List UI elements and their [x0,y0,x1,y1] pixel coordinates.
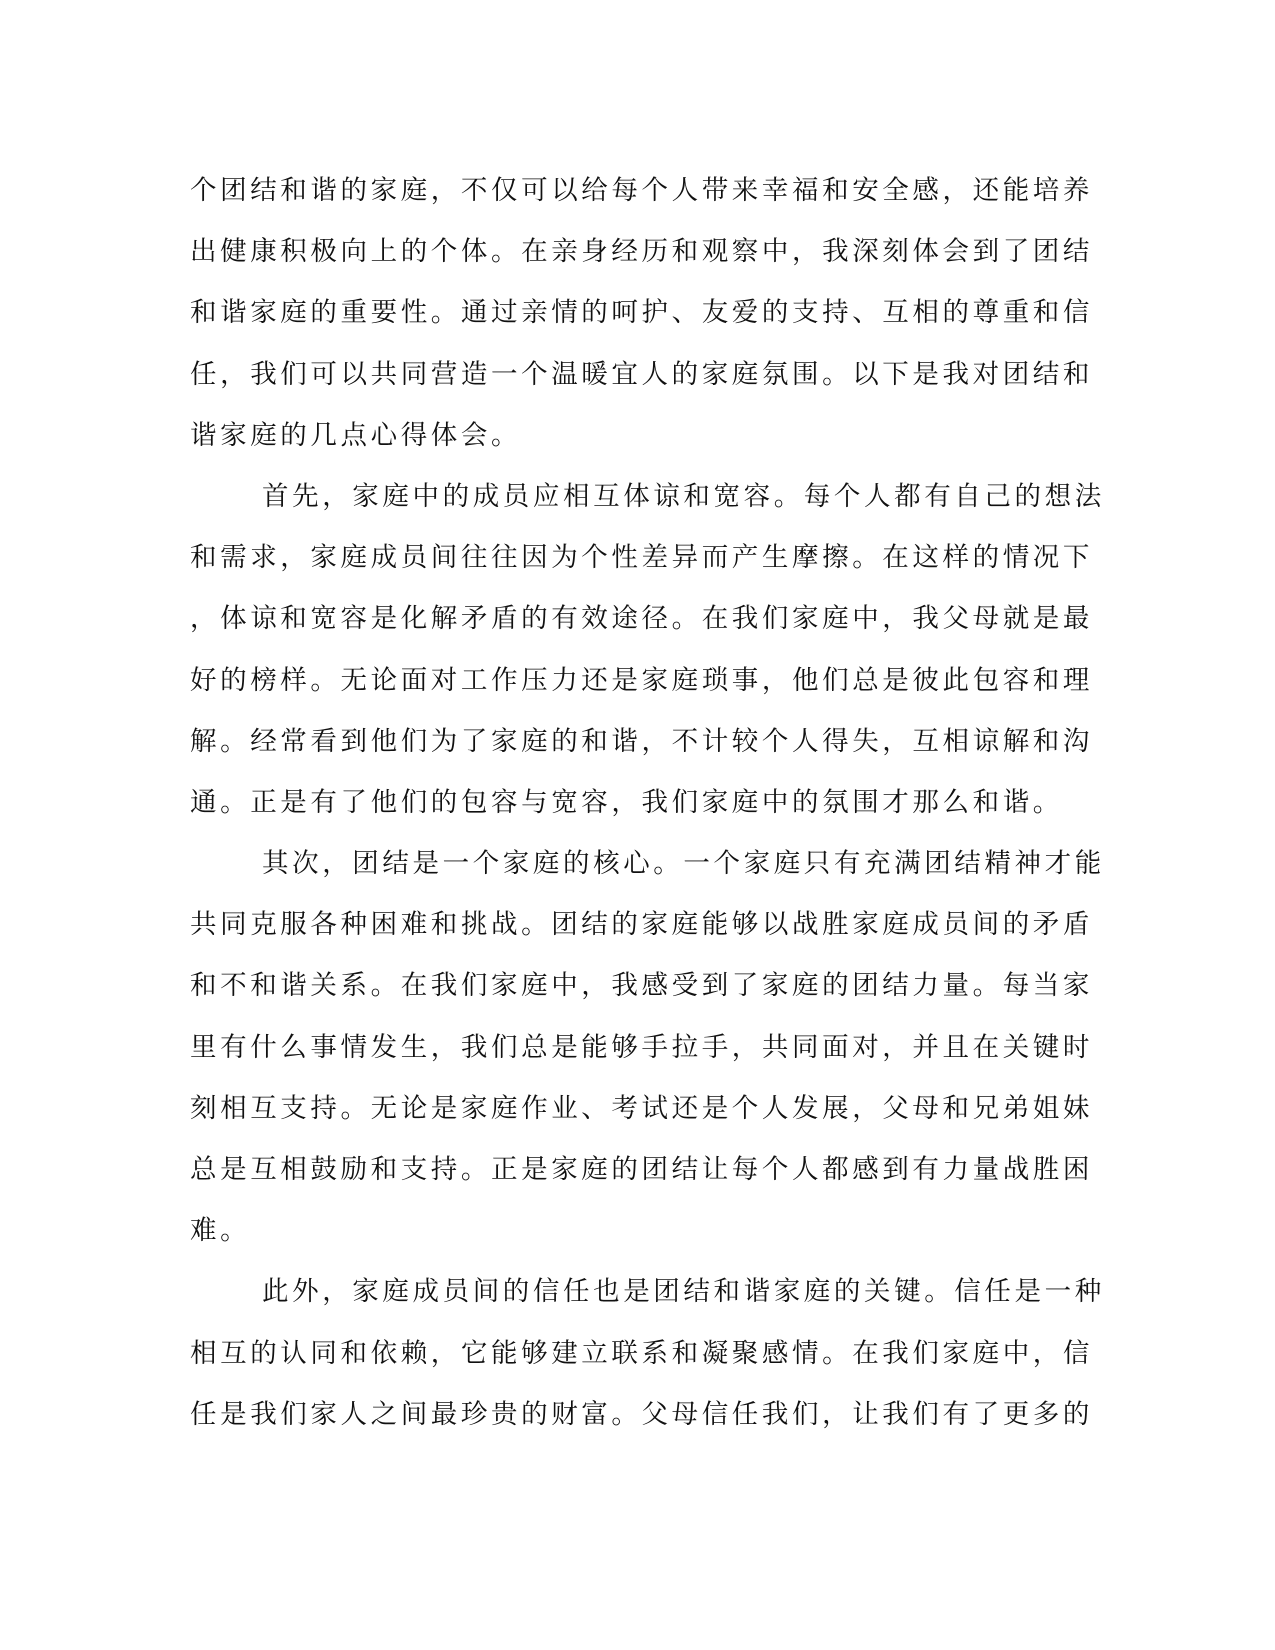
text-line: 谐家庭的几点心得体会。 [190,419,522,451]
text-line: 和谐家庭的重要性。通过亲情的呵护、友爱的支持、互相的尊重和信 [190,297,1093,329]
text-line: 和需求，家庭成员间往往因为个性差异而产生摩擦。在这样的情况下 [190,542,1093,574]
body-text [190,160,1105,1445]
text-line: 相互的认同和依赖，它能够建立联系和凝聚感情。在我们家庭中，信 [190,1337,1093,1369]
text-line: 出健康积极向上的个体。在亲身经历和观察中，我深刻体会到了团结 [190,236,1093,268]
paragraph-first-line: 首先，家庭中的成员应相互体谅和宽容。每个人都有自己的想法 [262,480,1105,512]
text-line: 总是互相鼓励和支持。正是家庭的团结让每个人都感到有力量战胜困 [190,1154,1093,1185]
text-line: ，体谅和宽容是化解矛盾的有效途径。在我们家庭中，我父母就是最 [190,603,1093,635]
text-line: 通。正是有了他们的包容与宽容，我们家庭中的氛围才那么和谐。 [190,786,1063,818]
text-line: 任，我们可以共同营造一个温暖宜人的家庭氛围。以下是我对团结和 [190,358,1093,390]
text-line: 共同克服各种困难和挑战。团结的家庭能够以战胜家庭成员间的矛盾 [190,909,1093,941]
text-line: 刻相互支持。无论是家庭作业、考试还是个人发展，父母和兄弟姐妹 [190,1092,1093,1124]
text-line: 里有什么事情发生，我们总是能够手拉手，共同面对，并且在关键时 [190,1031,1093,1063]
text-line: 好的榜样。无论面对工作压力还是家庭琐事，他们总是彼此包容和理 [190,664,1093,696]
paragraph-first-line: 此外，家庭成员间的信任也是团结和谐家庭的关键。信任是一种 [262,1276,1105,1308]
text-line: 难。 [190,1215,251,1247]
text-line: 个团结和谐的家庭，不仅可以给每个人带来幸福和安全感，还能培养 [190,175,1093,206]
text-line: 解。经常看到他们为了家庭的和谐，不计较个人得失，互相谅解和沟 [190,725,1093,757]
text-line: 任是我们家人之间最珍贵的财富。父母信任我们，让我们有了更多的 [190,1398,1093,1430]
paragraph-first-line: 其次，团结是一个家庭的核心。一个家庭只有充满团结精神才能 [262,848,1105,880]
text-line: 和不和谐关系。在我们家庭中，我感受到了家庭的团结力量。每当家 [190,970,1093,1002]
